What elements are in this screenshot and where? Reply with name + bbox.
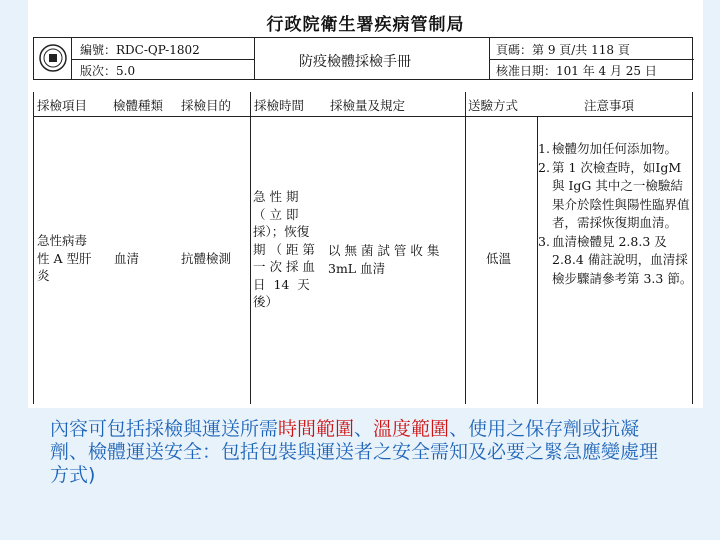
header-transport: 送驗方式 — [468, 98, 519, 113]
note-item: 1. 檢體勿加任何添加物。 — [538, 141, 678, 156]
agency-logo-icon — [38, 42, 68, 74]
cell-item: 急性病毒 性 A 型肝 炎 — [37, 233, 92, 283]
note-item: 3. 血清檢體見 2.8.3 及 2.8.4 備註說明，血清採檢步驟請參考第 3.3 節。 — [538, 233, 693, 286]
note-item: 2. 第 1 次檢查時，如IgM 與 IgG 其中之一檢驗結果介於陰性與陽性臨界值者，需採恢復期血清。 — [538, 159, 690, 230]
header-notes: 注意事項 — [584, 98, 635, 113]
caption-text: 內容可包括採檢與運送所需 — [50, 418, 279, 440]
specimen-table — [33, 92, 693, 404]
page-info: 頁碼：第 9 頁/共 118 頁 — [496, 43, 630, 57]
caption-separator: 、 — [354, 418, 374, 440]
cell-notes — [538, 140, 693, 288]
doc-version: 版次：5.0 — [80, 64, 136, 78]
document-header — [33, 37, 693, 80]
document-image — [28, 0, 703, 408]
caption-highlight-temperature: 溫度範圍 — [373, 418, 450, 440]
manual-title: 防疫檢體採檢手冊 — [299, 54, 411, 70]
header-amount: 採檢量及規定 — [330, 98, 406, 113]
header-specimen-type: 檢體種類 — [113, 98, 164, 113]
doc-number: 編號：RDC-QP-1802 — [80, 43, 200, 57]
cell-purpose: 抗體檢測 — [181, 251, 232, 266]
cell-transport: 低溫 — [486, 251, 512, 266]
caption-highlight-time: 時間範圍 — [278, 418, 355, 440]
cell-specimen-type: 血清 — [114, 251, 140, 266]
cell-timing: 急 性 期 （ 立 即 採）；恢復 期 （ 距 第 一 次 採 血 日 14 天 後） — [253, 189, 315, 309]
header-timing: 採檢時間 — [254, 98, 305, 113]
approval-date: 核准日期：101 年 4 月 25 日 — [496, 64, 657, 78]
header-purpose: 採檢目的 — [181, 98, 232, 113]
caption-text-rest: 、使用之保存劑或抗凝劑、檢體運送安全：包括包裝與運送者之安全需知及必要之緊急應變處理方式) — [50, 418, 659, 486]
header-item: 採檢項目 — [37, 98, 88, 113]
cell-amount: 以 無 菌 試 管 收 集 3mL 血清 — [328, 243, 440, 276]
slide-caption — [50, 418, 670, 487]
org-title: 行政院衛生署疾病管制局 — [266, 15, 465, 35]
